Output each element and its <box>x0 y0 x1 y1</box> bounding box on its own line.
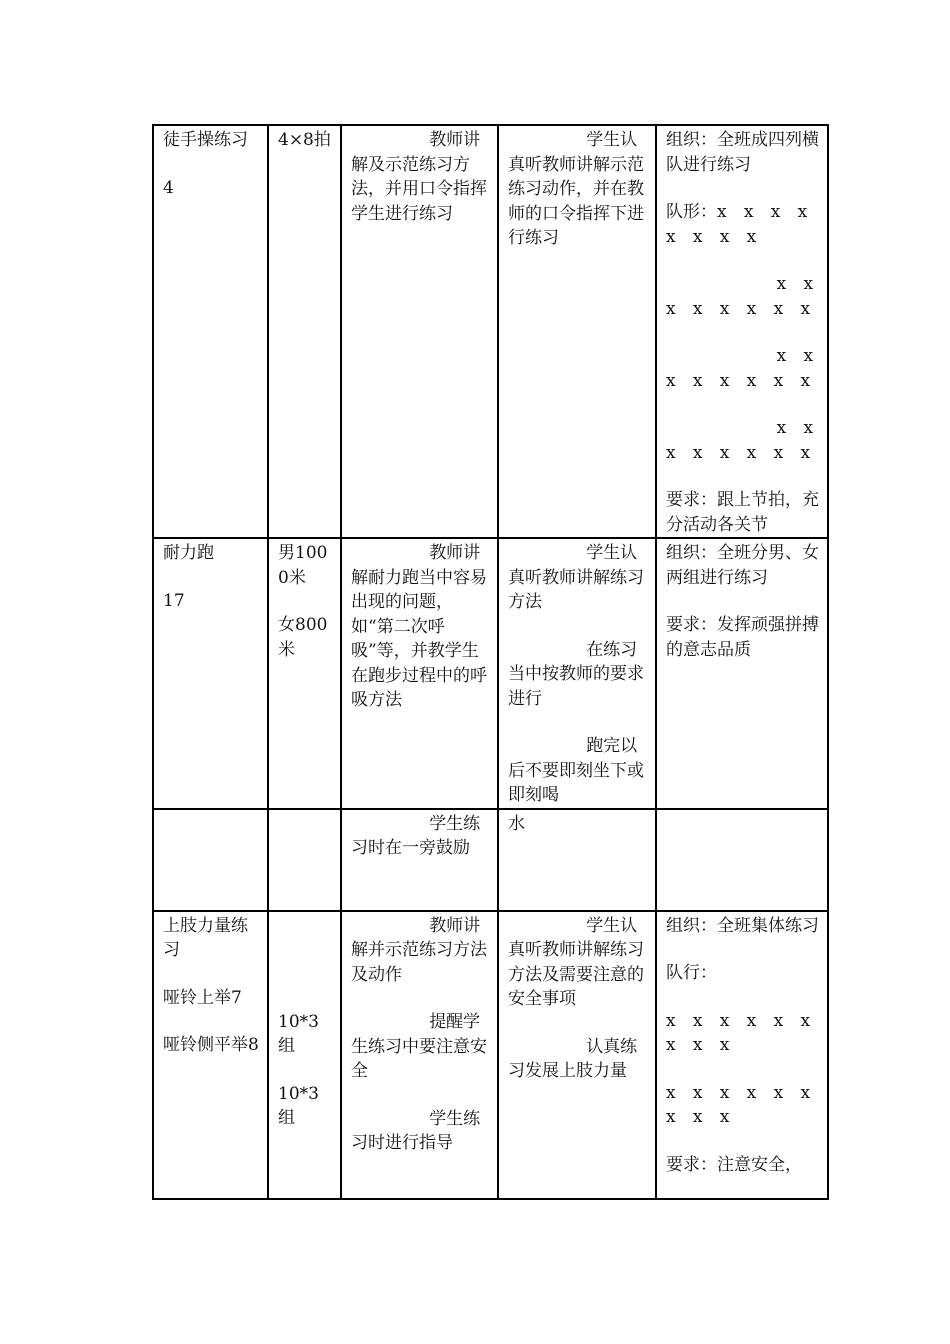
exercise-item-cell <box>153 538 268 809</box>
formation-marks: x x x x x x x x x <box>666 1082 816 1127</box>
formation-line-3 <box>666 344 819 393</box>
formation-marks: x x x x x x <box>666 442 816 463</box>
exercise-amount-cell <box>268 125 341 538</box>
table-row <box>153 911 828 1199</box>
exercise-minutes: 4 <box>163 177 174 198</box>
table-row <box>153 809 828 911</box>
exercise-item-cell <box>153 809 268 911</box>
exercise-item-cell <box>153 125 268 538</box>
organization-text: 组织：全班成四列横队进行练习 <box>666 130 819 175</box>
formation-line-2 <box>666 272 819 321</box>
exercise-name: 耐力跑 <box>163 543 214 563</box>
formation-marks: x x <box>776 418 819 438</box>
student-activity-text: 跑完以后不要即刻坐下或即刻喝 <box>508 736 644 805</box>
teacher-activity-cell <box>341 125 498 538</box>
teacher-activity-text: 学生练习时在一旁鼓励 <box>351 813 481 858</box>
exercise-amount-cell <box>268 538 341 809</box>
student-activity-cell <box>498 809 656 911</box>
student-activity-text: 学生认真听教师讲解练习方法及需要注意的安全事项 <box>508 915 644 1009</box>
formation-marks: x x x x x x x x x <box>666 1010 816 1055</box>
student-activity-text: 认真练习发展上肢力量 <box>508 1036 638 1081</box>
lesson-plan-table <box>152 124 829 1200</box>
teacher-activity-text: 教师讲解及示范练习方法，并用口令指挥学生进行练习 <box>351 130 487 224</box>
teacher-activity-text: 学生练习时进行指导 <box>351 1108 481 1153</box>
exercise-name: 徒手操练习 <box>163 130 248 150</box>
exercise-amount: 4×8拍 <box>278 130 331 150</box>
organization-cell <box>656 538 828 809</box>
formation-label: 队行： <box>666 963 717 983</box>
formation-line-1 <box>666 200 819 249</box>
formation-marks: x x <box>776 346 819 366</box>
requirement-text: 要求：跟上节拍，充分活动各关节 <box>666 490 819 535</box>
exercise-amount-cell <box>268 911 341 1199</box>
table-row <box>153 125 828 538</box>
formation-marks: x x <box>776 274 819 294</box>
formation-marks: x x x x x x <box>666 370 816 391</box>
exercise-name: 上肢力量练习 <box>163 915 248 960</box>
exercise-subitem: 哑铃上举7 <box>163 987 242 1008</box>
teacher-activity-text: 教师讲解并示范练习方法及动作 <box>351 915 487 985</box>
organization-cell <box>656 125 828 538</box>
teacher-activity-cell <box>341 911 498 1199</box>
student-activity-cell <box>498 911 656 1199</box>
organization-text: 组织：全班集体练习 <box>666 915 819 936</box>
student-activity-text: 水 <box>508 813 525 834</box>
requirement-text: 要求：发挥顽强拼搏的意志品质 <box>666 615 819 660</box>
teacher-activity-cell <box>341 809 498 911</box>
formation-label: 队形： <box>666 202 717 222</box>
formation-marks: x x x x x x x x <box>666 202 814 247</box>
teacher-activity-text: 教师讲解耐力跑当中容易出现的问题，如“第二次呼吸”等，并教学生在跑步过程中的呼吸方法 <box>351 543 487 710</box>
student-activity-text: 学生认真听教师讲解练习方法 <box>508 543 644 612</box>
organization-cell <box>656 911 828 1199</box>
requirement-text: 要求：注意安全， <box>666 1154 802 1175</box>
exercise-amount: 10*3组 <box>278 1083 319 1128</box>
student-activity-cell <box>498 125 656 538</box>
student-activity-text: 在练习当中按教师的要求进行 <box>508 639 644 709</box>
formation-marks: x x x x x x <box>666 298 816 319</box>
organization-text: 组织：全班分男、女两组进行练习 <box>666 543 819 588</box>
student-activity-text: 学生认真听教师讲解示范练习动作，并在教师的口令指挥下进行练习 <box>508 130 644 248</box>
exercise-subitem: 哑铃侧平举8 <box>163 1035 259 1055</box>
formation-line-4 <box>666 416 819 465</box>
exercise-amount: 男1000米 <box>278 543 328 588</box>
exercise-minutes: 17 <box>163 590 185 611</box>
exercise-amount: 10*3组 <box>278 1011 319 1056</box>
exercise-amount: 女800米 <box>278 615 328 660</box>
organization-cell <box>656 809 828 911</box>
teacher-activity-cell <box>341 538 498 809</box>
table-row <box>153 538 828 809</box>
student-activity-cell <box>498 538 656 809</box>
teacher-activity-text: 提醒学生练习中要注意安全 <box>351 1012 487 1081</box>
exercise-item-cell <box>153 911 268 1199</box>
exercise-amount-cell <box>268 809 341 911</box>
